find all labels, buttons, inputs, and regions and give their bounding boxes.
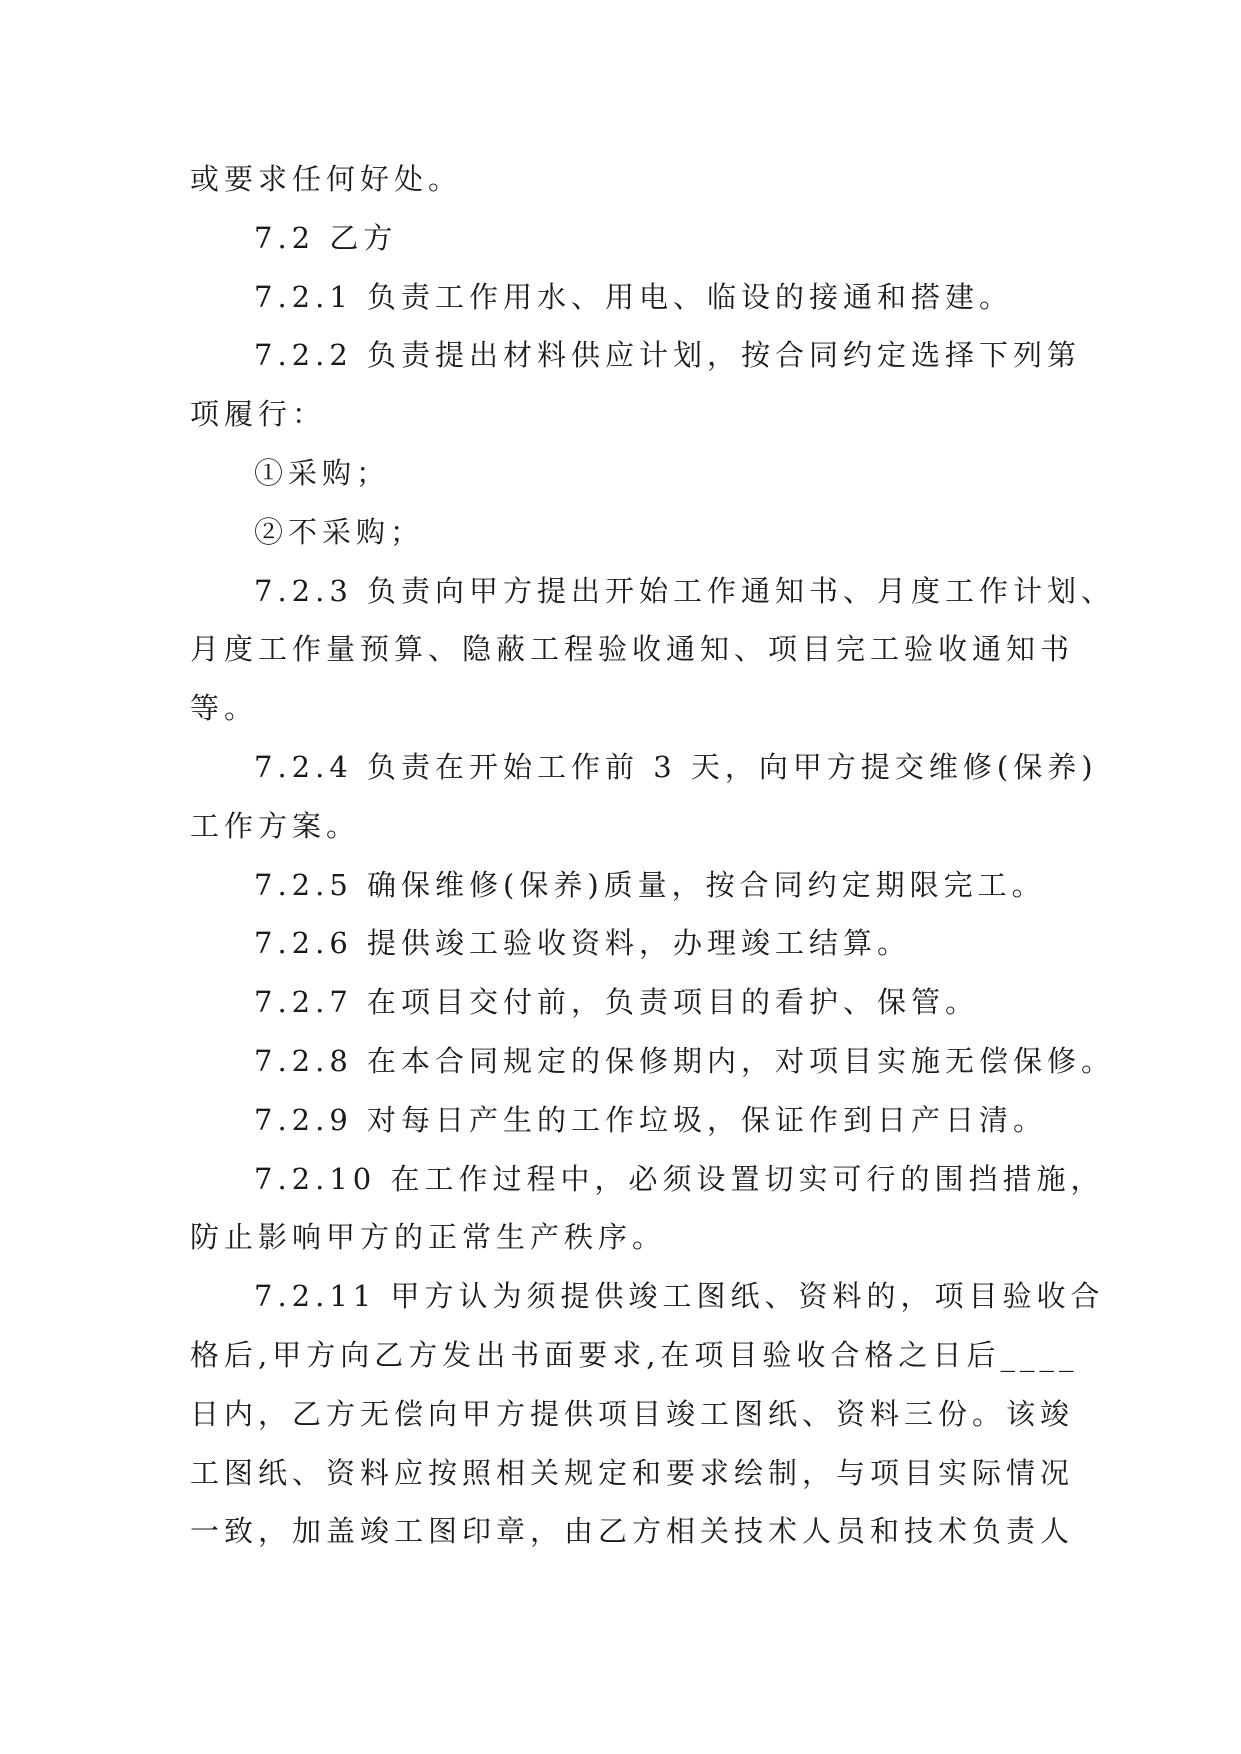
text-line: 一致，加盖竣工图印章，由乙方相关技术人员和技术负责人 <box>190 1514 1075 1549</box>
text-line: 7.2.10 在工作过程中，必须设置切实可行的围挡措施， <box>254 1161 1105 1196</box>
text-line: 7.2.2 负责提出材料供应计划，按合同约定选择下列第 <box>254 338 1082 373</box>
text-line: 项履行： <box>190 397 327 432</box>
text-line: 7.2.7 在项目交付前，负责项目的看护、保管。 <box>254 985 980 1020</box>
text-line: 7.2.9 对每日产生的工作垃圾，保证作到日产日清。 <box>254 1102 1048 1137</box>
text-line: ①采购； <box>254 455 391 490</box>
text-line: 7.2.8 在本合同规定的保修期内，对项目实施无偿保修。 <box>254 1043 1116 1078</box>
text-line: 或要求任何好处。 <box>190 162 463 196</box>
text-line: 7.2.6 提供竣工验收资料，办理竣工结算。 <box>254 926 912 961</box>
text-line: 工图纸、资料应按照相关规定和要求绘制，与项目实际情况 <box>190 1455 1075 1490</box>
text-line: 月度工作量预算、隐蔽工程验收通知、项目完工验收通知书 <box>190 632 1075 667</box>
text-line: 7.2.1 负责工作用水、用电、临设的接通和搭建。 <box>254 279 1014 314</box>
text-line: 7.2.4 负责在开始工作前 3 天，向甲方提交维修(保养) <box>254 749 1098 784</box>
text-line: 7.2.3 负责向甲方提出开始工作通知书、月度工作计划、 <box>254 573 1116 608</box>
text-line: 7.2.11 甲方认为须提供竣工图纸、资料的，项目验收合 <box>254 1279 1105 1314</box>
text-line: 格后,甲方向乙方发出书面要求,在项目验收合格之日后____ <box>190 1337 1079 1372</box>
text-line: 7.2.5 确保维修(保养)质量，按合同约定期限完工。 <box>254 867 1046 902</box>
text-line: 等。 <box>190 691 259 726</box>
document-page <box>190 150 1116 1561</box>
text-line: ②不采购； <box>254 514 425 549</box>
text-line: 工作方案。 <box>190 808 361 843</box>
text-line: 日内，乙方无偿向甲方提供项目竣工图纸、资料三份。该竣 <box>190 1396 1075 1431</box>
text-line: 防止影响甲方的正常生产秩序。 <box>190 1220 667 1255</box>
text-line: 7.2 乙方 <box>254 220 398 255</box>
